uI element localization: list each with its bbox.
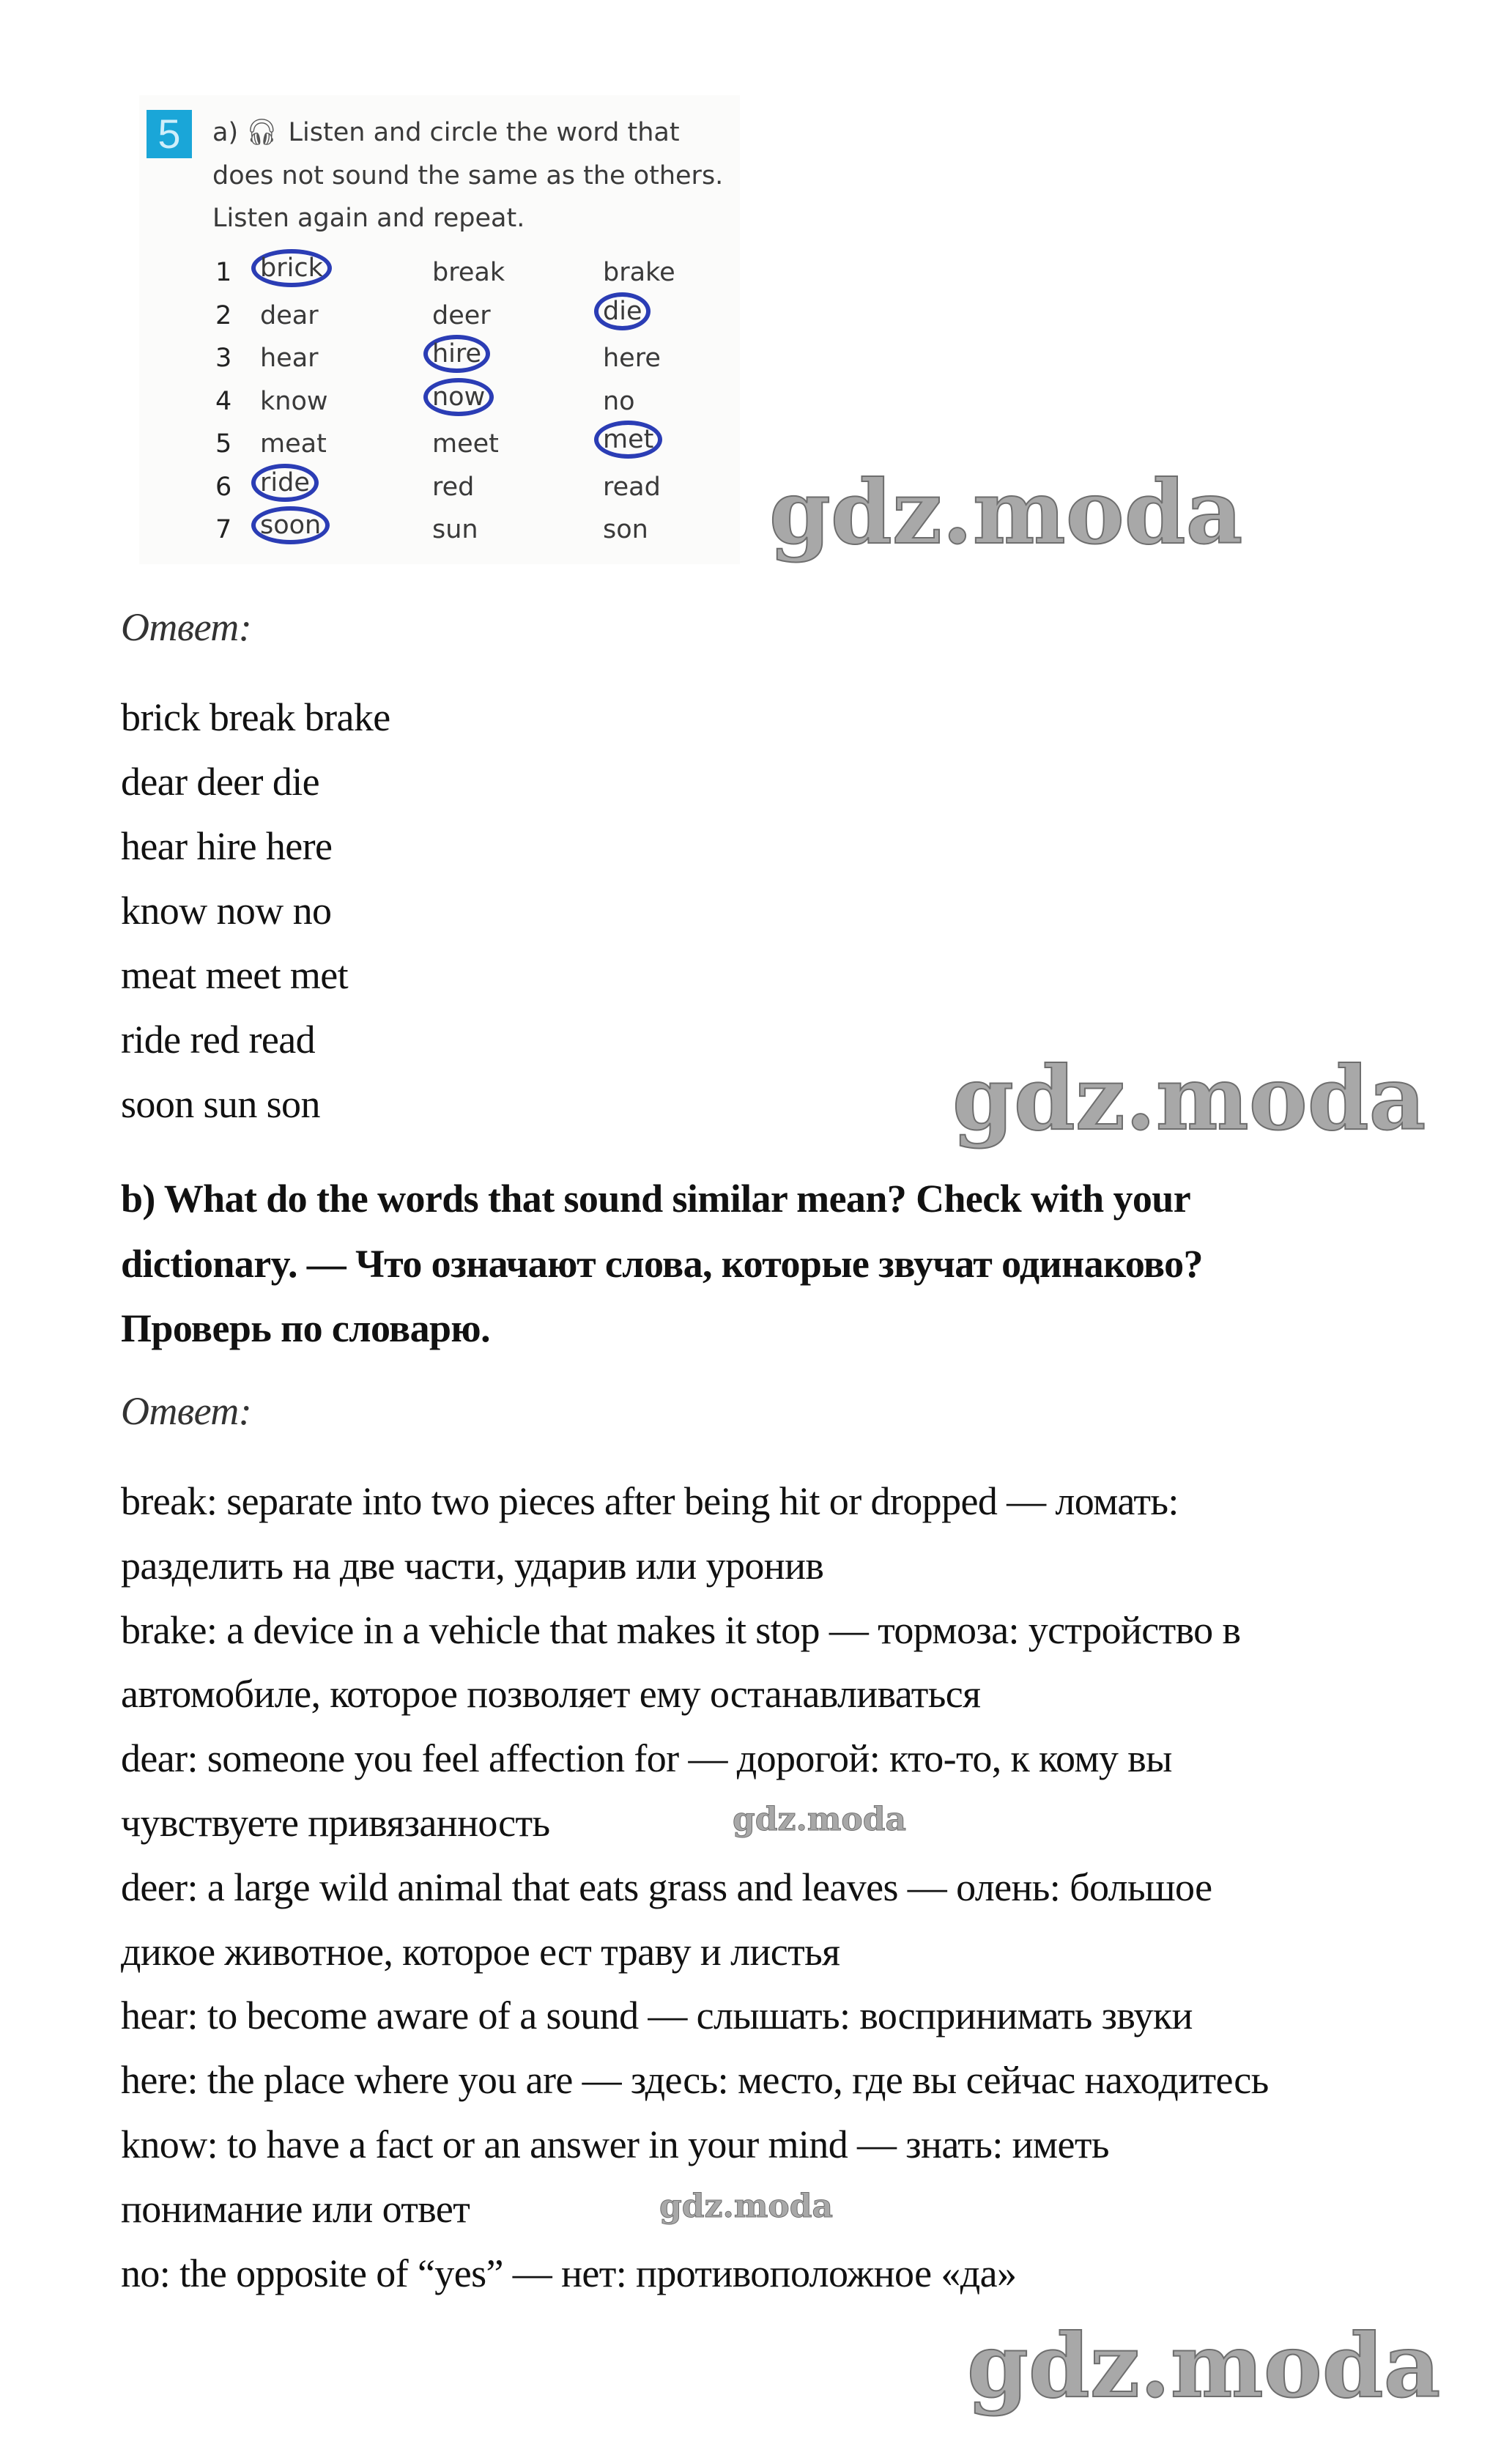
answer-line: brick break brake xyxy=(121,695,390,739)
word-cell xyxy=(432,339,490,369)
watermark: gdz.moda xyxy=(659,2188,834,2225)
word: break xyxy=(432,258,505,287)
word: know xyxy=(260,386,328,416)
word-cell xyxy=(603,297,651,326)
word-cell xyxy=(432,301,491,330)
circled-word: hire xyxy=(423,335,490,373)
word: sun xyxy=(432,515,478,544)
definition-line: know: to have a fact or an answer in your mind — знать: иметь xyxy=(121,2122,1109,2166)
word: hear xyxy=(260,344,319,373)
word-cell xyxy=(432,258,505,287)
definition-line: deer: a large wild animal that eats grass and leaves — олень: большое xyxy=(121,1865,1212,1909)
word-cell xyxy=(603,258,675,287)
word-cell xyxy=(260,468,319,497)
circled-word: met xyxy=(594,421,662,459)
word-cell xyxy=(603,425,662,454)
word-cell xyxy=(432,382,494,412)
answer-label-a: Ответ: xyxy=(121,605,252,649)
word-cell xyxy=(603,515,648,544)
question-line: Проверь по словарю. xyxy=(121,1306,490,1350)
row-number: 4 xyxy=(215,386,232,416)
question-line: b) What do the words that sound similar mean? Check with your xyxy=(121,1177,1191,1221)
word-cell xyxy=(260,387,328,416)
word-cell xyxy=(603,344,661,373)
part-label: a) xyxy=(212,118,239,147)
circled-word: soon xyxy=(251,506,330,544)
word-cell xyxy=(260,344,319,373)
definition-line: hear: to become aware of a sound — слышать: воспринимать звуки xyxy=(121,1994,1193,2038)
answer-line: soon sun son xyxy=(121,1082,320,1126)
exercise-number-badge: 5 xyxy=(147,110,192,158)
definition-line: here: the place where you are — здесь: место, где вы сейчас находитесь xyxy=(121,2058,1269,2103)
definition-line: brake: a device in a vehicle that makes it stop — тормоза: устройство в xyxy=(121,1607,1241,1652)
word-cell xyxy=(260,429,327,459)
row-number: 2 xyxy=(215,300,232,330)
row-number: 3 xyxy=(215,344,232,373)
definition-line: no: the opposite of “yes” — нет: противоположное «да» xyxy=(121,2251,1017,2295)
answer-line: dear deer die xyxy=(121,760,320,804)
definition-line: dear: someone you feel affection for — дорогой: кто-то, к кому вы xyxy=(121,1736,1172,1781)
word-cell xyxy=(603,387,635,416)
row-number: 5 xyxy=(215,429,232,459)
answer-label-b: Ответ: xyxy=(121,1389,252,1433)
exercise-image xyxy=(139,95,740,564)
instruction-line-1 xyxy=(212,117,680,147)
watermark: gdz.moda xyxy=(952,1047,1426,1150)
word: here xyxy=(603,344,661,373)
watermark: gdz.moda xyxy=(967,2314,1441,2418)
row-number: 6 xyxy=(215,472,232,502)
watermark: gdz.moda xyxy=(769,461,1243,564)
circled-word: brick xyxy=(251,249,332,287)
word: meat xyxy=(260,429,327,459)
word: dear xyxy=(260,300,319,330)
word: red xyxy=(432,472,475,502)
word: deer xyxy=(432,300,491,330)
instruction-text: Listen and circle the word that xyxy=(288,118,680,147)
row-number: 7 xyxy=(215,515,232,544)
answer-line: meat meet met xyxy=(121,953,349,997)
circled-word: now xyxy=(423,378,494,416)
answer-line: know now no xyxy=(121,889,332,933)
circled-word: ride xyxy=(251,464,319,502)
instruction-line-2: does not sound the same as the others. xyxy=(212,161,724,190)
word: brake xyxy=(603,258,675,287)
watermark: gdz.moda xyxy=(733,1801,907,1838)
word-cell xyxy=(432,429,499,459)
word-cell xyxy=(260,253,332,283)
instruction-line-3: Listen again and repeat. xyxy=(212,204,525,233)
definition-line: понимание или ответ xyxy=(121,2186,470,2231)
definition-line: чувствуете привязанность xyxy=(121,1801,550,1845)
question-line: dictionary. — Что означают слова, которые звучат одинаково? xyxy=(121,1241,1203,1286)
audio-icon: 🎧︎ xyxy=(245,118,278,147)
answer-line: hear hire here xyxy=(121,824,333,868)
definition-line: break: separate into two pieces after being hit or dropped — ломать: xyxy=(121,1479,1179,1523)
word-cell xyxy=(260,301,319,330)
row-number: 1 xyxy=(215,258,232,287)
definition-line: разделить на две части, ударив или уронив xyxy=(121,1543,824,1588)
word-cell xyxy=(260,511,330,540)
word: son xyxy=(603,515,648,544)
word: read xyxy=(603,472,661,502)
answer-line: ride red read xyxy=(121,1018,316,1062)
word: no xyxy=(603,386,635,416)
circled-word: die xyxy=(594,292,651,330)
word: meet xyxy=(432,429,499,459)
word-cell xyxy=(432,473,474,502)
definition-line: автомобиле, которое позволяет ему останавливаться xyxy=(121,1672,981,1717)
word-cell xyxy=(603,473,661,502)
word-cell xyxy=(432,515,478,544)
definition-line: дикое животное, которое ест траву и листья xyxy=(121,1929,840,1974)
